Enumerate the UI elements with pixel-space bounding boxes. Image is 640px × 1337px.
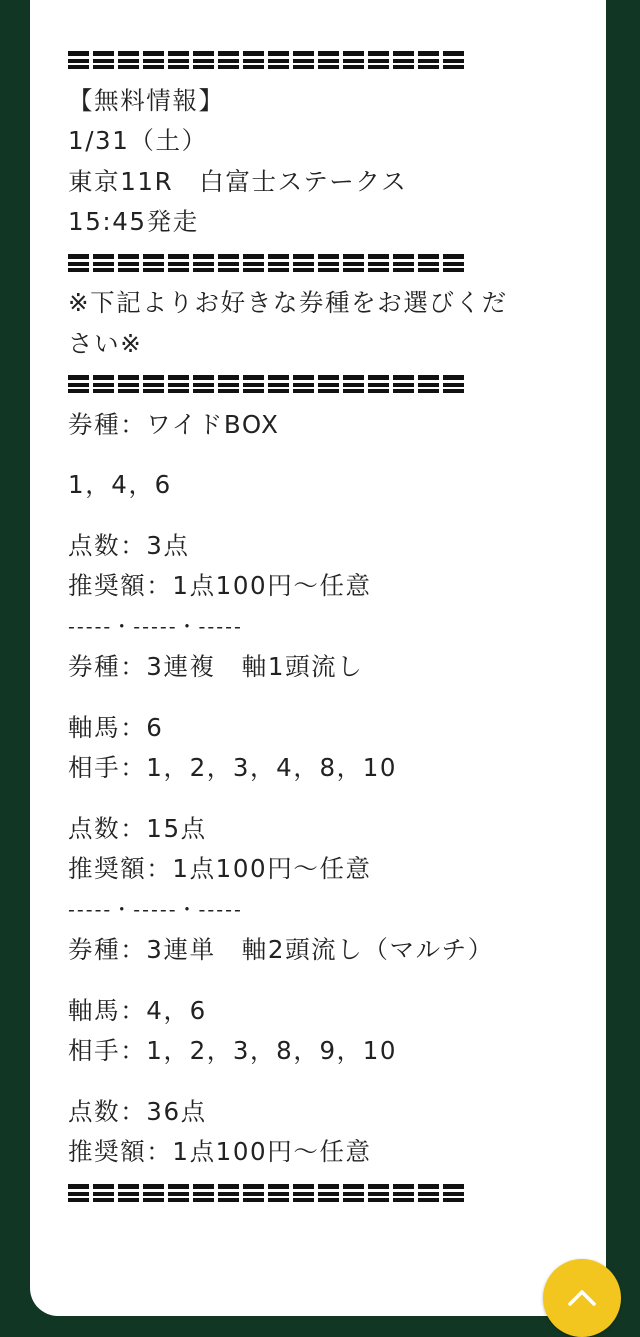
divider-bars: [68, 1184, 466, 1202]
bet-axis: 軸馬：4，6: [68, 995, 207, 1025]
bet-selection: 1，4，6: [68, 470, 172, 499]
article-body: [68, 40, 568, 1213]
divider-bottom: [68, 1173, 568, 1214]
race-name: 東京11R 白富士ステークス: [68, 166, 408, 196]
bet-separator: -----・-----・-----: [68, 898, 243, 921]
scroll-to-top-button[interactable]: [543, 1259, 621, 1337]
divider: [68, 364, 568, 405]
divider-bars: [68, 51, 466, 69]
bet-points: 点数：3点: [68, 530, 190, 560]
bet-points: 点数：15点: [68, 813, 207, 843]
bet-type: 券種：3連複 軸1頭流し: [68, 652, 364, 681]
bet-stake: 推奨額：1点100円～任意: [68, 854, 372, 883]
bet-stake: 推奨額：1点100円～任意: [68, 571, 372, 600]
notice-text: さい※: [68, 328, 143, 358]
bet-partners: 相手：1，2，3，4，8，10: [68, 753, 398, 782]
divider: [68, 243, 568, 284]
race-start-time: 15:45発走: [68, 207, 199, 236]
bet-partners: 相手：1，2，3，8，9，10: [68, 1036, 398, 1065]
divider-bars: [68, 254, 466, 272]
bet-axis: 軸馬：6: [68, 712, 164, 742]
bet-points: 点数：36点: [68, 1096, 207, 1126]
section-label: 【無料情報】: [68, 85, 225, 115]
divider-bars: [68, 375, 466, 393]
race-date: 1/31（土）: [68, 126, 208, 155]
bet-separator: -----・-----・-----: [68, 615, 243, 638]
chevron-up-icon: [565, 1281, 599, 1315]
bet-stake: 推奨額：1点100円～任意: [68, 1137, 372, 1166]
bet-type: 券種：3連単 軸2頭流し（マルチ）: [68, 935, 494, 964]
bet-type: 券種：ワイドBOX: [68, 409, 280, 439]
divider-top: [68, 40, 568, 81]
notice-text: ※下記よりお好きな券種をお選びくだ: [68, 288, 508, 317]
article-card: [30, 0, 606, 1316]
